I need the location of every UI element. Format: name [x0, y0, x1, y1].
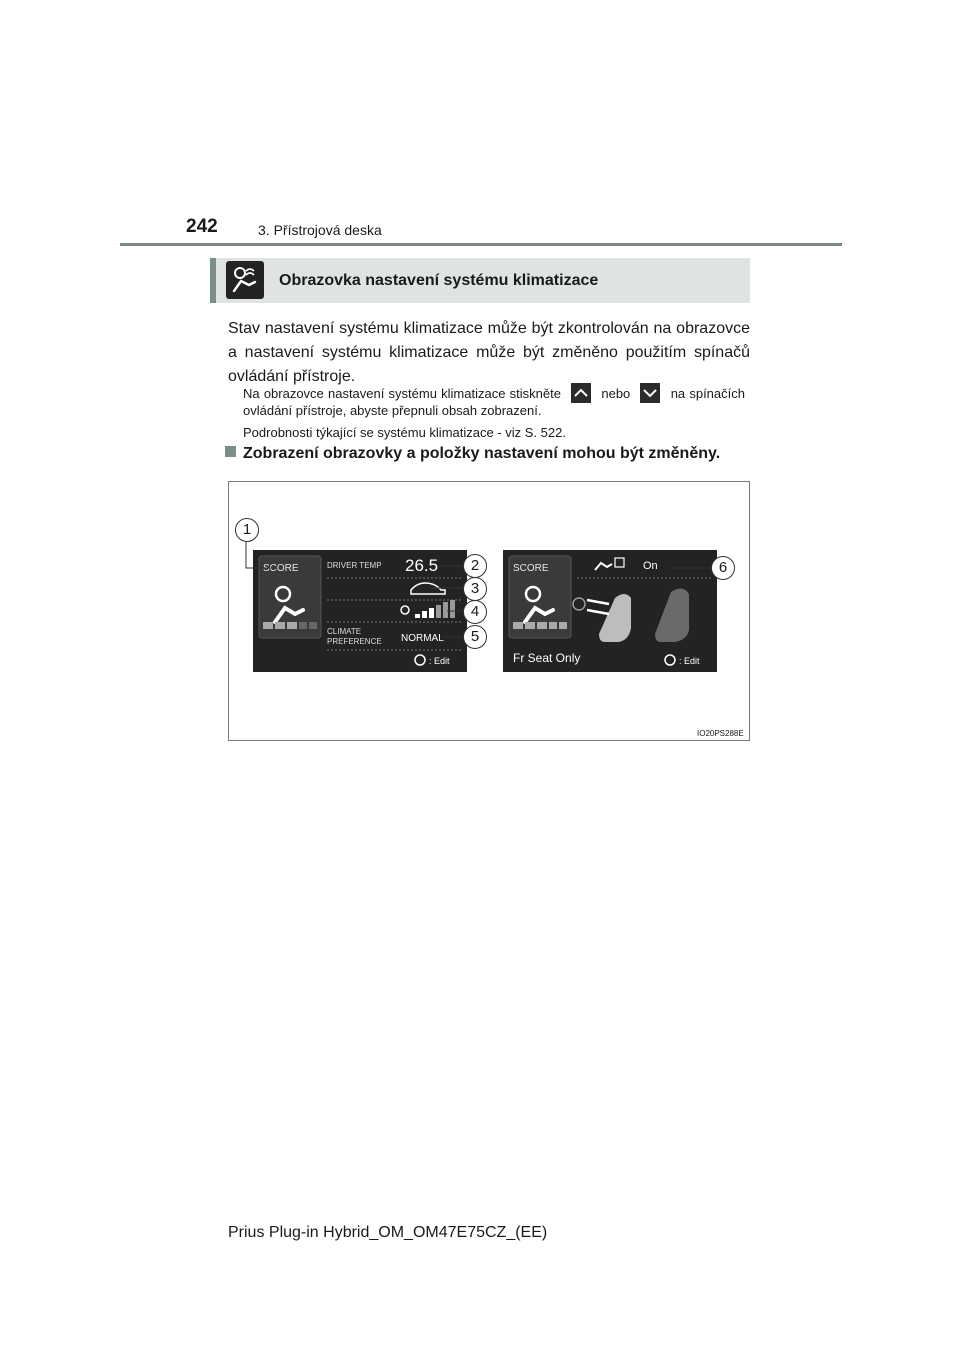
- climate-label: CLIMATE: [327, 627, 362, 636]
- note-switch-display: [243, 383, 745, 419]
- score-label-right: SCORE: [513, 563, 549, 574]
- edit-label-right: : Edit: [679, 656, 700, 666]
- section-heading: Obrazovka nastavení systému klimatizace: [279, 272, 599, 289]
- callout-6: 6: [711, 556, 735, 580]
- figure-code: IO20PS288E: [697, 729, 744, 738]
- bullet-square-icon: [225, 446, 236, 457]
- note1-text-b: na spínačích ovládání přístroje, abyste přepnuli obsah zobrazení.: [243, 386, 745, 418]
- callout-5: 5: [463, 625, 487, 649]
- mode-value: NORMAL: [401, 633, 444, 644]
- callout-4: 4: [463, 600, 487, 624]
- footer-text: Prius Plug-in Hybrid_OM_OM47E75CZ_(EE): [228, 1224, 548, 1241]
- callout-1: 1: [235, 518, 259, 542]
- intro-paragraph: Stav nastavení systému klimatizace může být zkontrolován na obrazovce a nastavení systému klimatizace může být změněno použitím spínačů ovládání přístroje.: [228, 320, 750, 385]
- callout-leaders: [229, 482, 749, 740]
- preference-label: PREFERENCE: [327, 637, 382, 646]
- status-value: On: [643, 560, 658, 572]
- illustration-frame: [228, 481, 750, 741]
- temp-value: 26.5: [405, 556, 439, 575]
- subheading-text: Zobrazení obrazovky a položky nastavení mohou být změněny.: [243, 445, 721, 462]
- note1-or: nebo: [601, 386, 631, 401]
- section-title-box: [210, 258, 750, 303]
- edit-label-left: : Edit: [429, 656, 450, 666]
- chevron-down-icon: [640, 383, 660, 403]
- callout-2: 2: [463, 554, 487, 578]
- driver-temp-label: DRIVER TEMP: [327, 561, 382, 570]
- section-title: 3. Přístrojová deska: [258, 222, 382, 238]
- seat-mode-label: Fr Seat Only: [513, 651, 581, 665]
- climate-settings-icon: [226, 261, 264, 299]
- chevron-up-icon: [571, 383, 591, 403]
- note-reference: Podrobnosti týkající se systému klimatizace - viz S. 522.: [243, 425, 566, 440]
- callout-3: 3: [463, 577, 487, 601]
- subheading: [225, 445, 720, 463]
- header-divider: [120, 243, 842, 246]
- score-label: SCORE: [263, 563, 299, 574]
- page-number: 242: [186, 216, 218, 237]
- note1-text-a: Na obrazovce nastavení systému klimatizace stiskněte: [243, 386, 561, 401]
